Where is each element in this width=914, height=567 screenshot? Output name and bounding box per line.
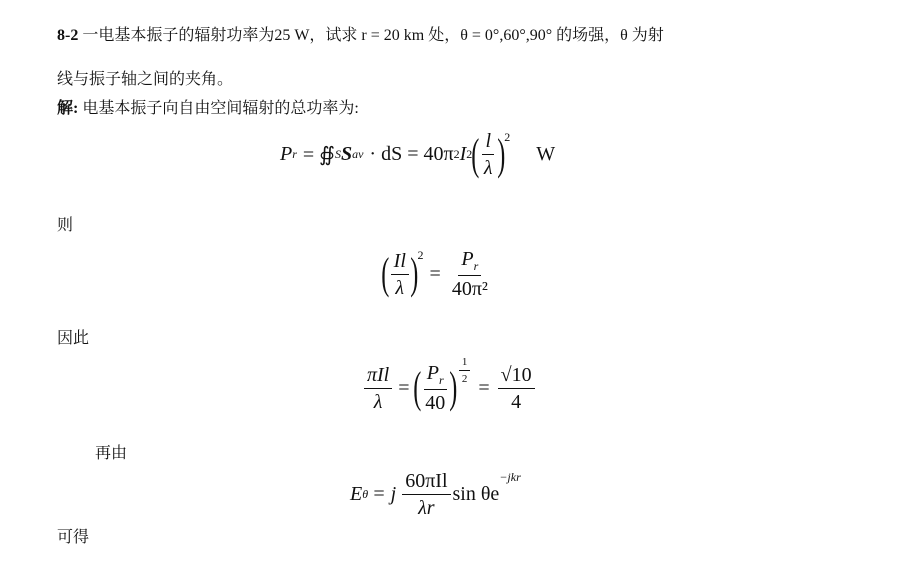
eq3-mid-num: P [426, 362, 439, 384]
eq2-lhs-fraction [391, 250, 409, 299]
eq1-frac-den: λ [483, 157, 493, 179]
eq1-fraction [481, 130, 496, 179]
equation-total-power: P r = ∯ S S av · dS = 40π 2 I 2 ( $\frac{l}{\lambda}$ ) $^2$ W [280, 129, 556, 179]
eq3-mid-fraction [422, 362, 448, 414]
eq3-power-num: 1 [459, 356, 471, 371]
eq1-lhs: P [280, 143, 293, 165]
eq3-rhs-den: 4 [511, 390, 522, 413]
eq2-rhs-num: P [461, 248, 474, 270]
eq1-integral-sub: S [334, 147, 341, 161]
eq1-integral: = ∯ [302, 144, 335, 166]
eq4-lhs-sub: θ [362, 487, 369, 501]
eq4-num: 60πIl [402, 470, 450, 495]
problem-text-1: 一电基本振子的辐射功率为25 W，试求 r = 20 km 处，θ = 0°,60°,90° 的场强，θ 为射 [82, 27, 664, 44]
problem-number: 8-2 [57, 27, 79, 44]
eq3-rhs-num: √10 [498, 364, 535, 389]
eq1-vector: S [340, 143, 353, 165]
equation-field [350, 470, 521, 519]
eq3-power-den: 2 [461, 373, 468, 386]
get-label: 可得 [57, 529, 90, 546]
problem-line-2: 线与振子轴之间的夹角。 [57, 71, 234, 88]
eq1-vector-sub: av [352, 147, 364, 161]
eq3-lhs-fraction [364, 364, 392, 413]
hence-label: 因此 [57, 330, 90, 347]
solution-intro: 电基本振子向自由空间辐射的总功率为: [82, 100, 359, 117]
eq2-rhs-den: 40π² [451, 278, 488, 301]
eq2-rhs-num-sub: r [473, 259, 479, 273]
eq1-unit: W [536, 143, 556, 165]
eq1-lhs-sub: r [292, 147, 297, 161]
again-label: 再由 [95, 445, 128, 462]
solution-label: 解: [57, 100, 79, 117]
eq4-fraction [402, 470, 450, 519]
eq3-lhs-den: λ [373, 390, 383, 413]
eq4-tail: sin θe [452, 483, 500, 505]
eq4-exp: −jkr [499, 470, 521, 484]
solution-intro-line [57, 95, 359, 118]
eq4-den: λr [418, 497, 435, 519]
equation-ratio: ( $\frac{Il}{\lambda}$ ) $^2$ = $\frac{P_r}{\text{40π²}}$ [382, 248, 493, 300]
eq1-current: I [459, 143, 467, 165]
then-label: 则 [57, 217, 74, 234]
eq4-eq: = j [372, 483, 397, 505]
eq2-rhs-fraction [449, 248, 491, 300]
eq1-power: 2 [504, 130, 511, 144]
eq3-mid-den: 40 [425, 392, 446, 415]
eq1-pi-sq: 2 [453, 147, 460, 161]
eq2-num: Il [391, 250, 409, 275]
eq1-frac-num: l [482, 130, 494, 155]
eq3-rhs-fraction [498, 364, 535, 413]
eq4-lhs: E [350, 483, 363, 505]
eq3-lhs-num: πIl [364, 364, 392, 389]
equation-current-moment: $\frac{\text{πIl}}{\lambda}$ = ( $\frac{P_r}{40}$ ) $\frac{1}{2}$ = $\frac{√10}{4}$ [362, 362, 537, 414]
eq3-power [459, 356, 471, 385]
eq2-power: 2 [417, 248, 424, 262]
problem-line-1 [57, 22, 664, 45]
eq1-dot: · dS = 40π [369, 143, 454, 165]
eq3-mid-num-sub: r [438, 373, 444, 387]
eq2-den: λ [395, 276, 405, 299]
